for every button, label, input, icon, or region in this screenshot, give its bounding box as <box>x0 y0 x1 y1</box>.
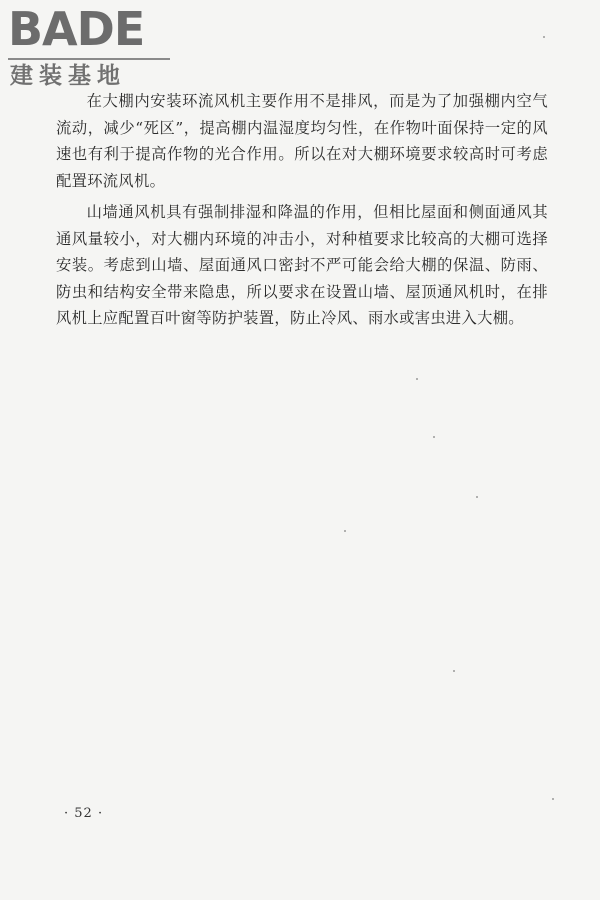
paragraph-circulation-fan: 在大棚内安装环流风机主要作用不是排风，而是为了加强棚内空气流动，减少“死区”，提高棚内温湿度均匀性，在作物叶面保持一定的风速也有利于提高作物的光合作用。所以在对大棚环境要求较高时可考虑配置环流风机。 <box>56 92 548 190</box>
scan-speck <box>552 798 554 800</box>
page-number: · 52 · <box>64 806 104 821</box>
scan-speck <box>476 496 478 498</box>
scan-speck <box>433 436 435 438</box>
body-text <box>56 88 548 337</box>
scan-speck <box>543 36 545 38</box>
paragraph-gable-fan: 山墙通风机具有强制排湿和降温的作用，但相比屋面和侧面通风其通风量较小，对大棚内环境的冲击小，对种植要求比较高的大棚可选择安装。考虑到山墙、屋面通风口密封不严可能会给大棚的保温、防雨、防虫和结构安全带来隐患，所以要求在设置山墙、屋顶通风机时，在排风机上应配置百叶窗等防护装置，防止冷风、雨水或害虫进入大棚。 <box>56 203 548 327</box>
bade-logo <box>8 2 178 89</box>
logo-wordmark: BADE <box>8 2 145 56</box>
logo-divider <box>8 58 170 60</box>
scan-speck <box>453 670 455 672</box>
scan-speck <box>344 530 346 532</box>
logo-subtitle: 建装基地 <box>10 63 126 89</box>
scan-speck <box>416 378 418 380</box>
